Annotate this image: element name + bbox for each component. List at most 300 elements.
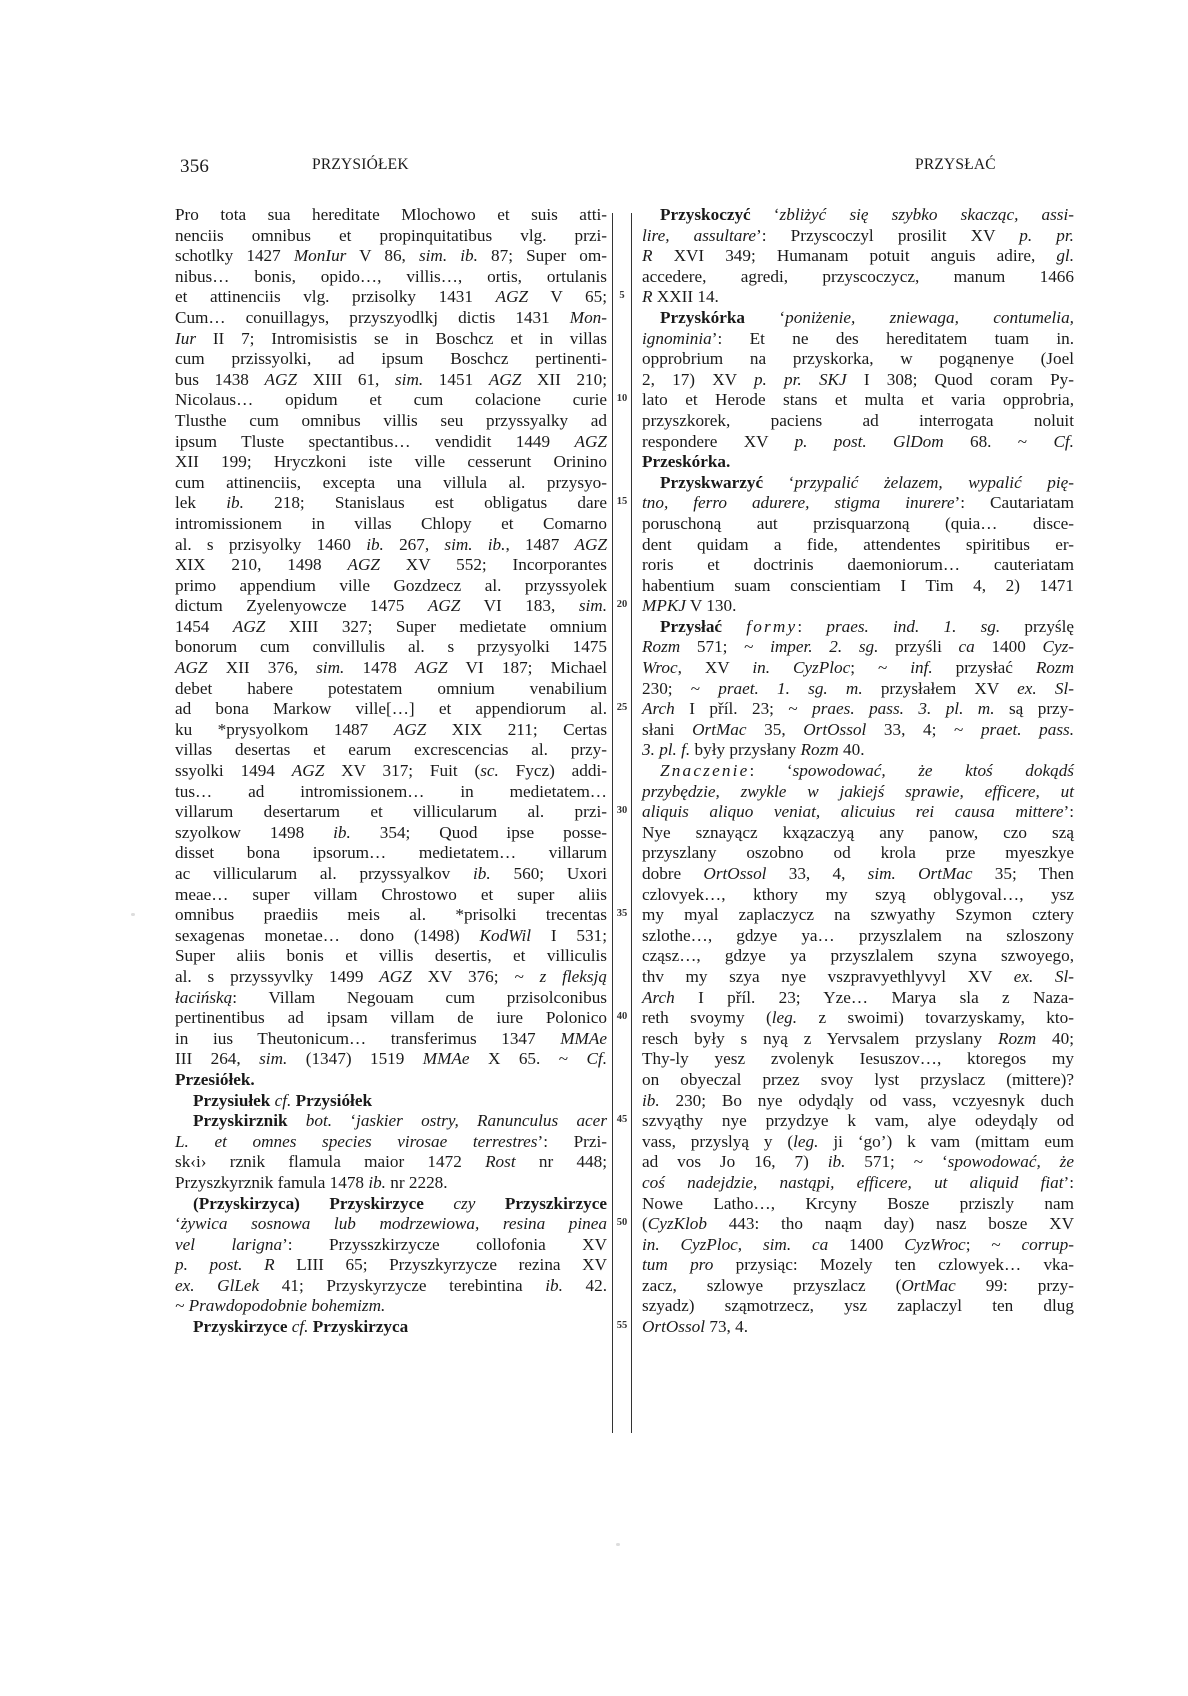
text-segment: al. s przyssyvlky 1499 <box>175 966 380 986</box>
text-line <box>642 452 1074 473</box>
headword: Przesiółek. <box>175 1069 255 1089</box>
text-segment: XIX 210, 1498 <box>175 555 348 575</box>
text-line <box>175 308 607 329</box>
italic-text: MonIur <box>293 246 347 266</box>
text-segment: szvyąthy nye przydzye k vam, alye odeydąly od <box>642 1111 1074 1131</box>
text-segment: 1400 <box>828 1234 905 1254</box>
text-segment: I 531; <box>531 925 607 945</box>
italic-text: p. post. GlDom <box>794 431 944 451</box>
italic-text: R <box>642 246 653 266</box>
italic-text: formy <box>746 616 798 636</box>
text-line <box>175 267 607 288</box>
text-segment: meae… super villam Chrostowo et super aliis <box>175 884 607 904</box>
text-segment: były przysłany <box>690 740 801 760</box>
text-line <box>175 287 607 308</box>
text-line <box>175 843 607 864</box>
italic-text: sim. ib. <box>444 534 506 554</box>
text-segment: przyślę <box>1000 616 1075 636</box>
text-segment: I příl. 23; ~ <box>674 699 813 719</box>
text-segment: ( <box>642 1214 648 1234</box>
text-line <box>642 308 1074 329</box>
text-line <box>175 452 607 473</box>
italic-text: Rozm <box>642 637 681 657</box>
text-segment: resch były s nyą z Yervsalem przyslany <box>642 1028 998 1048</box>
italic-text: Wroc <box>642 658 678 678</box>
text-segment: , XV <box>677 658 753 678</box>
italic-text: ~ z fleksją <box>514 966 607 986</box>
text-segment: ’: Cautariatam <box>954 493 1075 513</box>
italic-text: Arch <box>642 987 675 1007</box>
text-line <box>642 926 1074 947</box>
text-segment: I příl. 23; Yze… Marya sla z Naza- <box>674 987 1074 1007</box>
italic-text: Mon- <box>569 307 607 327</box>
text-segment: dobre <box>642 864 704 883</box>
text-line <box>175 740 607 761</box>
page-number: 356 <box>180 156 210 177</box>
headword: Przysiułek <box>193 1090 271 1110</box>
text-line <box>175 699 607 720</box>
italic-text: AGZ <box>393 719 427 739</box>
text-line <box>175 1317 607 1338</box>
line-number: 10 <box>616 393 628 405</box>
text-line <box>175 926 607 947</box>
text-line <box>642 823 1074 844</box>
text-segment: Pro tota sua hereditate Mlochowo et suis atti- <box>175 205 607 224</box>
text-segment: Thy-ly yesz zvolenyk Iesuszov…, ktoregos my <box>642 1049 1074 1069</box>
text-segment: są przy- <box>994 699 1074 719</box>
text-line <box>642 349 1074 370</box>
text-segment: 1478 <box>344 658 416 678</box>
text-line <box>642 761 1074 782</box>
italic-text: AGZ <box>264 369 298 389</box>
text-segment: thv my szya nye vszpravyethlyvyl XV <box>642 966 1014 986</box>
italic-text: jaskier ostry, Ranunculus acer <box>356 1111 608 1131</box>
italic-text: sim. <box>316 658 345 678</box>
italic-text: p. pr. SKJ <box>753 369 847 389</box>
text-segment: schotlky 1427 <box>175 246 294 266</box>
text-segment: respondere XV <box>642 431 795 451</box>
text-segment: Nicolaus… opidum et cum colacione curie <box>175 390 607 410</box>
italic-text: Cf. <box>1053 431 1074 451</box>
text-segment: ’: <box>1063 802 1074 822</box>
text-line <box>642 740 1074 761</box>
text-line <box>642 555 1074 576</box>
text-segment: III 264, <box>175 1049 260 1069</box>
text-line <box>642 473 1074 494</box>
headword: Przyskoczyć <box>660 205 751 224</box>
text-segment: czlovyek…, kthory my szyą oblygoval…, ysz <box>642 884 1074 904</box>
italic-text: cf. <box>291 1317 309 1337</box>
text-segment: ‘ <box>763 472 795 492</box>
text-segment: Tlusthe cum omnibus villis seu przyssyalky ad <box>175 410 607 430</box>
italic-text: bot. <box>305 1111 333 1131</box>
text-line <box>175 555 607 576</box>
italic-text: OrtOssol <box>703 864 767 883</box>
text-segment: słani <box>642 719 693 739</box>
line-number: 30 <box>616 805 628 817</box>
text-line <box>642 802 1074 823</box>
text-segment: 560; Uxori <box>490 864 607 883</box>
text-line <box>642 679 1074 700</box>
text-segment: ‘ <box>744 307 786 327</box>
italic-text: R <box>642 287 653 307</box>
text-segment: ‘ <box>750 205 780 224</box>
text-segment: : ‘ <box>749 761 793 781</box>
italic-text: ib. <box>827 1152 846 1172</box>
text-segment: 68. ~ <box>943 431 1054 451</box>
italic-text: żywica sosnowa lub modrzewiowa, resina pinea <box>180 1214 607 1234</box>
text-line <box>175 761 607 782</box>
text-line <box>642 967 1074 988</box>
italic-text: ex. GlLek <box>175 1275 260 1295</box>
text-segment: 267, <box>383 534 445 554</box>
text-line <box>642 1152 1074 1173</box>
line-number: 45 <box>616 1114 628 1126</box>
scan-speck <box>131 913 135 916</box>
italic-text: MPKJ <box>642 596 686 616</box>
text-line <box>175 1235 607 1256</box>
text-line <box>175 1111 607 1132</box>
text-line <box>175 329 607 350</box>
text-segment: omnibus praediis meis al. *prisolki trecentas <box>175 905 607 925</box>
text-line <box>642 1049 1074 1070</box>
italic-text: AGZ <box>175 658 208 678</box>
text-line <box>642 1091 1074 1112</box>
text-segment: 571; ~ ‘ <box>845 1152 948 1172</box>
text-line <box>175 576 607 597</box>
text-segment: 230; ~ <box>642 678 719 698</box>
italic-text: ib. <box>473 864 491 883</box>
italic-text: ca <box>958 637 975 657</box>
italic-text: poniżenie, zniewaga, contumelia, <box>785 307 1074 327</box>
italic-text: Rost <box>485 1152 516 1172</box>
text-segment: bonorum cum convillulis al. s przysyolki 1475 <box>175 637 607 657</box>
italic-text: MMAe <box>422 1049 470 1069</box>
text-line <box>175 988 607 1009</box>
text-segment: przyśli <box>878 637 959 657</box>
text-segment: primo appendium ville Gozdzecz al. przyssyolek <box>175 575 607 595</box>
text-segment: reth svoymy ( <box>642 1008 772 1028</box>
text-line <box>175 411 607 432</box>
text-segment: 99: przy- <box>955 1275 1074 1295</box>
italic-text: AGZ <box>488 369 522 389</box>
text-line <box>175 1049 607 1070</box>
italic-text: łacińską <box>175 987 233 1007</box>
headword: Przeskórka. <box>642 452 731 472</box>
italic-text: Arch <box>642 699 675 719</box>
text-line <box>175 514 607 535</box>
italic-text: Rozm <box>997 1028 1037 1048</box>
text-segment: VI 183, <box>460 596 579 616</box>
text-segment: nibus… bonis, opido…, villis…, ortis, ortulanis <box>175 266 607 286</box>
text-segment: Nowe Latho…, Krcyny Bosze prziszly nam <box>642 1193 1074 1213</box>
italic-text: spowodować, że <box>947 1152 1074 1172</box>
line-number: 35 <box>616 908 628 920</box>
text-segment: 1454 <box>175 616 233 636</box>
text-line <box>642 1194 1074 1215</box>
text-segment: 40; <box>1036 1028 1074 1048</box>
text-segment: ku *prysyolkom 1487 <box>175 719 394 739</box>
italic-text: corrup- <box>1021 1234 1074 1254</box>
text-segment: lek <box>175 493 227 513</box>
text-segment: ac villicularum al. przyssyalkov <box>175 864 473 883</box>
italic-text: tum pro <box>642 1255 714 1275</box>
text-line <box>642 617 1074 638</box>
text-line <box>175 905 607 926</box>
italic-text: p. pr. <box>1019 225 1074 245</box>
text-line <box>175 802 607 823</box>
text-segment: XV 376; <box>411 966 515 986</box>
line-number: 55 <box>616 1320 628 1332</box>
text-line <box>642 287 1074 308</box>
text-segment: ji ‘go’) k vam (mittam eum <box>818 1131 1074 1151</box>
text-segment: Fycz) addi- <box>498 761 607 781</box>
text-segment: 571; ~ <box>680 637 771 657</box>
text-segment: 42. <box>562 1275 608 1295</box>
text-line <box>175 679 607 700</box>
text-segment: disset bona ipsorum… medietatem… villarum <box>175 843 607 863</box>
text-line <box>175 432 607 453</box>
text-line <box>175 370 607 391</box>
line-number: 25 <box>616 702 628 714</box>
text-line <box>642 1070 1074 1091</box>
text-line <box>175 864 607 885</box>
text-line <box>642 1111 1074 1132</box>
italic-text: AGZ <box>495 287 529 307</box>
italic-text: in. CyzPloc <box>752 658 851 678</box>
italic-text: Rozm <box>1035 658 1075 678</box>
text-line <box>175 596 607 617</box>
line-number: 50 <box>616 1217 628 1229</box>
text-line <box>175 782 607 803</box>
italic-text: 3. pl. f. <box>642 740 691 760</box>
text-line <box>642 1173 1074 1194</box>
text-line <box>642 432 1074 453</box>
text-segment: 33, 4; ~ <box>866 719 981 739</box>
running-head-right: PRZYSŁAĆ <box>915 156 996 173</box>
italic-text: sim. <box>578 596 607 616</box>
text-segment: przyszlany oszobno od krola prze myeszkye <box>642 843 1074 863</box>
headword: Przysiółek <box>295 1090 373 1110</box>
text-line <box>175 637 607 658</box>
text-segment: V 130. <box>685 596 737 616</box>
text-line <box>642 267 1074 288</box>
text-segment: cząsz…, gdzye ya przyszlalem szyna szwoyego, <box>642 946 1074 966</box>
italic-text: inf. <box>910 658 933 678</box>
text-segment: Super aliis bonis et villis desertis, et villiculis <box>175 946 607 966</box>
italic-text: vel larigna <box>175 1234 283 1254</box>
text-segment: Przyszkyrznik famula 1478 <box>175 1172 369 1192</box>
text-segment: 443: tho naąm day) nasz bosze XV <box>706 1214 1074 1234</box>
text-segment: in ius Theutonicum… transferimus 1347 <box>175 1028 561 1048</box>
text-segment: XXII 14. <box>652 287 719 307</box>
text-line <box>642 720 1074 741</box>
italic-text: sim. OrtMac <box>867 864 973 883</box>
italic-text: sc. <box>480 761 499 781</box>
italic-text: leg. <box>771 1008 798 1028</box>
text-segment <box>242 1255 264 1274</box>
text-segment: nr 2228. <box>385 1172 448 1192</box>
italic-text: przybędzie, zwykle w jakiejś sprawie, efficere, ut <box>642 781 1074 801</box>
text-segment: 230; Bo nye odydąly od vass, vczyesnyk duch <box>659 1090 1074 1110</box>
text-line <box>642 576 1074 597</box>
text-segment: dent quidam a fide, attendentes spiritibus er- <box>642 534 1074 554</box>
text-segment: XIII 61, <box>297 369 395 389</box>
text-segment: VI 187; Michael <box>447 658 607 678</box>
text-segment: zacz, szlowye przyszlacz ( <box>642 1275 902 1295</box>
text-segment: 73, 4. <box>705 1317 749 1337</box>
text-line <box>642 1255 1074 1276</box>
text-segment: et attinenciis vlg. przisolky 1431 <box>175 287 496 307</box>
text-line <box>642 658 1074 679</box>
text-line <box>175 1152 607 1173</box>
text-line <box>642 1029 1074 1050</box>
italic-text: p. post. <box>175 1255 243 1275</box>
text-line <box>175 390 607 411</box>
italic-text: coś nadejdzie, nastąpi, efficere, ut aliquid fiat <box>642 1172 1064 1192</box>
text-segment: sk‹i› rznik flamula maior 1472 <box>175 1152 486 1172</box>
text-segment: lato et Herode stans et multa et varia opprobria, <box>642 390 1074 410</box>
text-segment: (1347) 1519 <box>287 1049 423 1069</box>
text-segment: V 86, <box>346 246 419 266</box>
scan-speck <box>616 1543 620 1546</box>
italic-text: ib. <box>366 534 384 554</box>
italic-text: AGZ <box>347 555 380 575</box>
text-line <box>175 493 607 514</box>
text-line <box>175 226 607 247</box>
text-segment: przysiąc: Mozely ten czlowyek… vka- <box>713 1255 1074 1275</box>
text-segment: ssyolki 1494 <box>175 761 292 781</box>
text-segment: nenciis omnibus et propinquitatibus vlg. przi- <box>175 225 607 245</box>
italic-text: ~ Prawdopodobnie bohemizm. <box>175 1296 386 1316</box>
headword: Przyskórka <box>660 307 745 327</box>
text-segment: cum attinenciis, excepta una villula al. przysyo- <box>175 472 607 492</box>
text-segment: przyszkorek, paciens ad interrogata noluit <box>642 410 1074 430</box>
headword: Przyskirzyce <box>193 1317 288 1337</box>
right-column <box>642 205 1074 1338</box>
text-line <box>642 637 1074 658</box>
text-segment: my myal zaplaczycz na szwyathy Szymon cztery <box>642 905 1074 925</box>
text-segment: sexagenas monetae… dono (1498) <box>175 925 480 945</box>
headword: Przyskirzyca <box>312 1317 409 1337</box>
italic-text: MMAe <box>560 1028 607 1048</box>
text-line <box>175 1173 607 1194</box>
text-segment: X 65. ~ <box>469 1049 587 1069</box>
text-segment: habentium suam conscientiam I Tim 4, 2) 1471 <box>642 575 1074 595</box>
italic-text: sim. ib. <box>418 246 478 266</box>
italic-text: praet. pass. <box>980 719 1074 739</box>
text-segment: ’: Et ne des hereditatem tuam in. <box>711 328 1074 348</box>
text-line <box>175 246 607 267</box>
text-line <box>175 205 607 226</box>
text-segment: szyadz) sząmotrzecz, ysz zaplaczyl ten dlug <box>642 1296 1074 1316</box>
line-number: 5 <box>619 290 625 302</box>
text-segment: XII 210; <box>521 369 607 389</box>
text-segment: XIII 327; Super medietate omnium <box>265 616 607 636</box>
text-line <box>175 823 607 844</box>
column-divider-right <box>631 213 632 1433</box>
text-segment: cum przissyolki, ad ipsum Boschcz pertinenti- <box>175 349 607 369</box>
italic-text: in. CyzPloc, sim. ca <box>642 1234 829 1254</box>
text-line <box>175 967 607 988</box>
italic-text: cf. <box>274 1090 292 1110</box>
text-segment: : <box>797 616 827 636</box>
text-segment: przysłać <box>932 658 1036 678</box>
text-segment: Cum… conuillagys, przyszyodlkj dictis 1431 <box>175 307 570 327</box>
text-segment: opprobrium na przyskorka, w pogąnenye (Joel <box>642 349 1074 369</box>
text-segment: LIII 65; Przyszkyrzycze rezina XV <box>274 1255 607 1275</box>
text-segment: 41; Przyskyrzycze terebintina <box>259 1275 546 1295</box>
text-line <box>175 720 607 741</box>
text-line <box>642 411 1074 432</box>
italic-text: zbliżyć się szybko skacząc, assi- <box>779 205 1074 224</box>
text-line <box>642 1008 1074 1029</box>
text-segment: 2, 17) XV <box>642 369 754 389</box>
text-segment: XV 552; Incorporantes <box>379 555 607 575</box>
text-segment: debet habere potestatem omnium venabilium <box>175 678 607 698</box>
italic-text: imper. 2. sg. <box>770 637 879 657</box>
running-head-left: PRZYSIÓŁEK <box>312 156 409 173</box>
text-segment: poruschoną aut przisquarzoną (quia… disce- <box>642 513 1074 533</box>
italic-text: praes. ind. 1. sg. <box>826 616 1001 636</box>
text-line <box>642 493 1074 514</box>
text-segment: bus 1438 <box>175 369 265 389</box>
italic-text: Znaczenie <box>660 761 750 781</box>
text-segment: XIX 211; Certas <box>426 719 608 739</box>
italic-text: ignominia <box>642 328 712 348</box>
text-line <box>175 1276 607 1297</box>
text-segment: , 1487 <box>505 534 575 554</box>
text-segment: on obyeczal przez svoy lyst przyslacz (mittere)? <box>642 1069 1074 1089</box>
text-line <box>642 246 1074 267</box>
text-segment: szyolkow 1498 <box>175 822 334 842</box>
text-segment: 33, 4, <box>766 864 868 883</box>
italic-text: Cyz- <box>1042 637 1075 657</box>
text-segment <box>288 1111 306 1130</box>
italic-text: spowodować, że ktoś dokądś <box>792 761 1074 781</box>
italic-text: KodWil <box>479 925 532 945</box>
text-line <box>175 617 607 638</box>
text-segment: 87; Super om- <box>477 246 607 266</box>
italic-text: ib. <box>226 493 244 513</box>
italic-text: OrtOssol <box>803 719 867 739</box>
text-segment: accedere, agredi, przyscoczycz, manum 1466 <box>642 266 1074 286</box>
italic-text: AGZ <box>574 431 607 451</box>
headword: Przyskirznik <box>193 1111 288 1131</box>
italic-text: ib. <box>642 1090 660 1110</box>
italic-text: czy <box>453 1193 476 1213</box>
line-number: 20 <box>616 599 628 611</box>
text-line <box>175 885 607 906</box>
text-line <box>175 1070 607 1091</box>
text-segment: ; ~ <box>850 658 911 678</box>
text-segment: al. s przisyolky 1460 <box>175 534 367 554</box>
text-segment: 218; Stanislaus est obligatus dare <box>243 493 608 513</box>
line-number: 15 <box>616 496 628 508</box>
headword: Przysłać <box>660 616 723 636</box>
text-line <box>642 329 1074 350</box>
italic-text: OrtMac <box>901 1275 956 1295</box>
italic-text: AGZ <box>574 534 608 554</box>
italic-text: sim. <box>394 369 424 389</box>
text-line <box>642 535 1074 556</box>
italic-text: ib. <box>545 1275 563 1295</box>
text-segment: V 65; <box>528 287 607 307</box>
italic-text: AGZ <box>232 616 266 636</box>
italic-text: praet. 1. sg. m. <box>718 678 863 698</box>
text-segment: II 7; Intromisistis se in Boschcz et in villas <box>196 328 607 348</box>
headword: Przyszkirzyce <box>504 1193 607 1213</box>
